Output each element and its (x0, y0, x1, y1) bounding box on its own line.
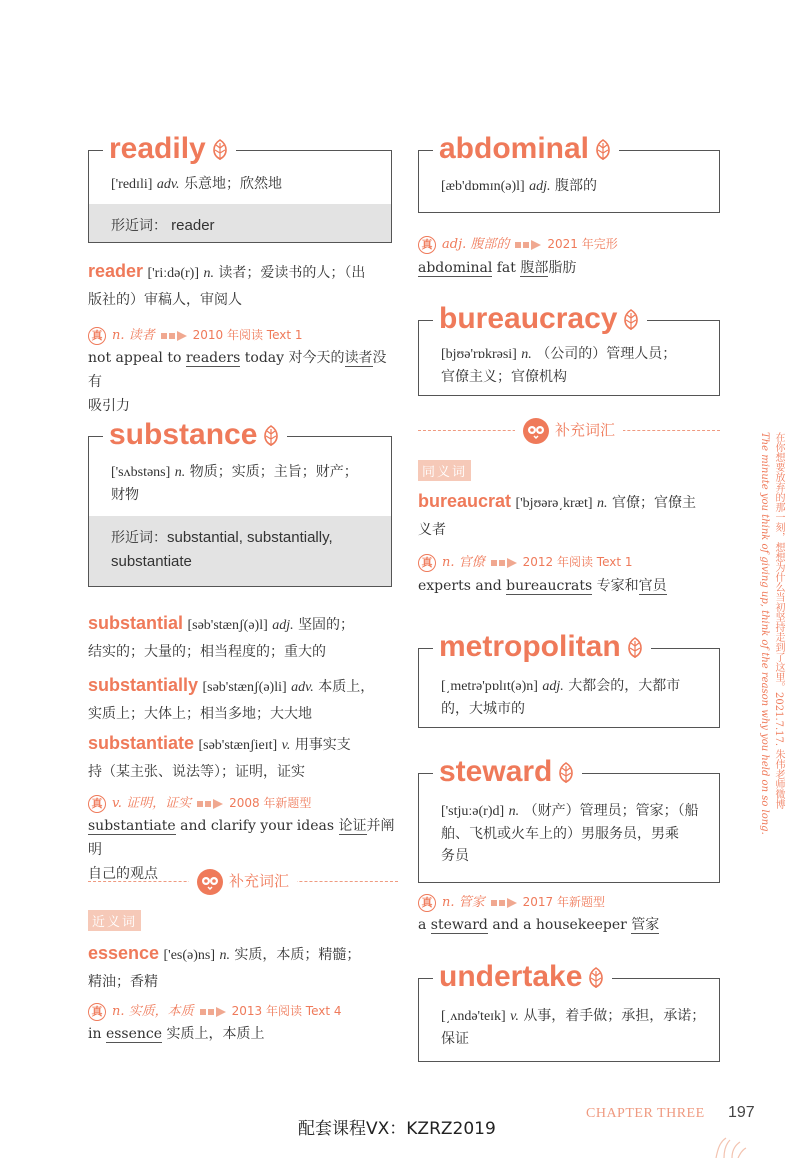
example-substantiate: substantiate and clarify your ideas 论证并阐明 自己的观点 (88, 818, 395, 882)
word-card-readily (88, 132, 392, 243)
entry-reader: reader ['riːdə(r)] n. 读者；爱读书的人；（出 版社的）审稿人，审阅人 (88, 261, 366, 308)
source-bureaucrat: 真 n. 官僚 2012 年阅读 Text 1 (418, 553, 633, 572)
supplement-divider: 补充词汇 (418, 415, 720, 445)
page-number: 197 (728, 1104, 755, 1121)
course-info: 配套课程VX：KZRZ2019 (298, 1119, 496, 1139)
example-abdominal: abdominal fat 腹部脂肪 (418, 260, 577, 276)
headword: steward (433, 754, 582, 790)
entry-substantially: substantially [səb'stænʃ(ə)li] adv. 本质上， 实质上；大体上；相当多地；大大地 (88, 675, 375, 722)
arrow-icon (200, 1007, 226, 1017)
entry-substantiate: substantiate [səb'stænʃieɪt] v. 用事实支 持（某主张、说法等）；证明，证实 (88, 733, 351, 780)
word-card-steward (418, 755, 720, 883)
leaf-icon (625, 637, 645, 659)
source-reader: 真 n. 读者 2010 年阅读 Text 1 (88, 326, 303, 345)
headword: abdominal (433, 131, 619, 167)
supplement-divider: 补充词汇 (88, 866, 398, 896)
source-steward: 真 n. 管家 2017 年新题型 (418, 893, 605, 912)
entry-essence: essence ['es(ə)ns] n. 实质，本质；精髓； 精油；香精 (88, 943, 361, 990)
owl-icon (197, 869, 223, 895)
word-card-abdominal (418, 132, 720, 213)
definition: ['stjuːə(r)d] n. （财产）管理员；管家；（船 舶、飞机或火车上的）男服务员，男乘 务员 (441, 803, 699, 864)
similar-words: 形近词：substantial, substantially, substantiate (89, 516, 391, 586)
entry-bureaucrat: bureaucrat ['bjʊərə͵kræt] n. 官僚；官僚主 义者 (418, 491, 696, 538)
leaf-icon (261, 425, 281, 447)
headword: substance (103, 417, 287, 453)
leaf-icon (210, 139, 230, 161)
headword: undertake (433, 959, 612, 995)
arrow-icon (161, 331, 187, 341)
side-quote-zh: 在你想要放弃的那一刻，想想为什么当初坚持走到了这里。2021.7.17. 朱伟老师微博 (773, 432, 784, 810)
definition: ['redɪli] adv. 乐意地；欣然地 (111, 176, 282, 192)
example-essence: in essence 实质上，本质上 (88, 1026, 265, 1042)
example-reader: not appeal to readers today 对今天的读者没有 吸引力 (88, 350, 387, 414)
source-abdominal: 真 adj. 腹部的 2021 年完形 (418, 235, 618, 254)
synonym-tag: 近义词 (88, 910, 141, 931)
owl-icon (523, 418, 549, 444)
word-card-undertake (418, 960, 720, 1062)
arrow-icon (197, 799, 223, 809)
arrow-icon (515, 240, 541, 250)
arrow-icon (491, 558, 517, 568)
headword: bureaucracy (433, 301, 647, 337)
arrow-icon (491, 898, 517, 908)
definition: [͵ʌndə'teɪk] v. 从事，着手做；承担，承诺； 保证 (441, 1008, 706, 1047)
word-card-metropolitan (418, 630, 720, 728)
definition: [bjʊə'rɒkrəsi] n. （公司的）管理人员； 官僚主义；官僚机构 (441, 346, 677, 385)
headword: readily (103, 131, 236, 167)
definition: [͵metrə'pɒlɪt(ə)n] adj. 大都会的，大都市 的，大城市的 (441, 678, 681, 717)
word-card-substance (88, 418, 392, 587)
leaf-icon (621, 309, 641, 331)
entry-substantial: substantial [səb'stænʃ(ə)l] adj. 坚固的； 结实的；大量的；相当程度的；重大的 (88, 613, 355, 660)
definition: ['sʌbstəns] n. 物质；实质；主旨；财产； 财物 (111, 464, 358, 503)
leaf-icon (586, 967, 606, 989)
headword: metropolitan (433, 629, 651, 665)
side-quote-en: The minute you think of giving up, think of the reason why you held on so long. (759, 432, 770, 835)
word-card-bureaucracy (418, 302, 720, 396)
source-substantiate: 真 v. 证明，证实 2008 年新题型 (88, 794, 311, 813)
definition: [æb'dɒmɪn(ə)l] adj. 腹部的 (441, 178, 598, 194)
example-steward: a steward and a housekeeper 管家 (418, 917, 660, 933)
same-root-tag: 同义词 (418, 460, 471, 481)
similar-words: 形近词： reader (89, 204, 391, 242)
source-essence: 真 n. 实质，本质 2013 年阅读 Text 4 (88, 1002, 342, 1021)
leaf-icon (593, 139, 613, 161)
example-bureaucrat: experts and bureaucrats 专家和官员 (418, 578, 667, 594)
grass-icon (712, 1128, 748, 1158)
chapter-label: CHAPTER THREE (586, 1106, 705, 1121)
leaf-icon (556, 762, 576, 784)
